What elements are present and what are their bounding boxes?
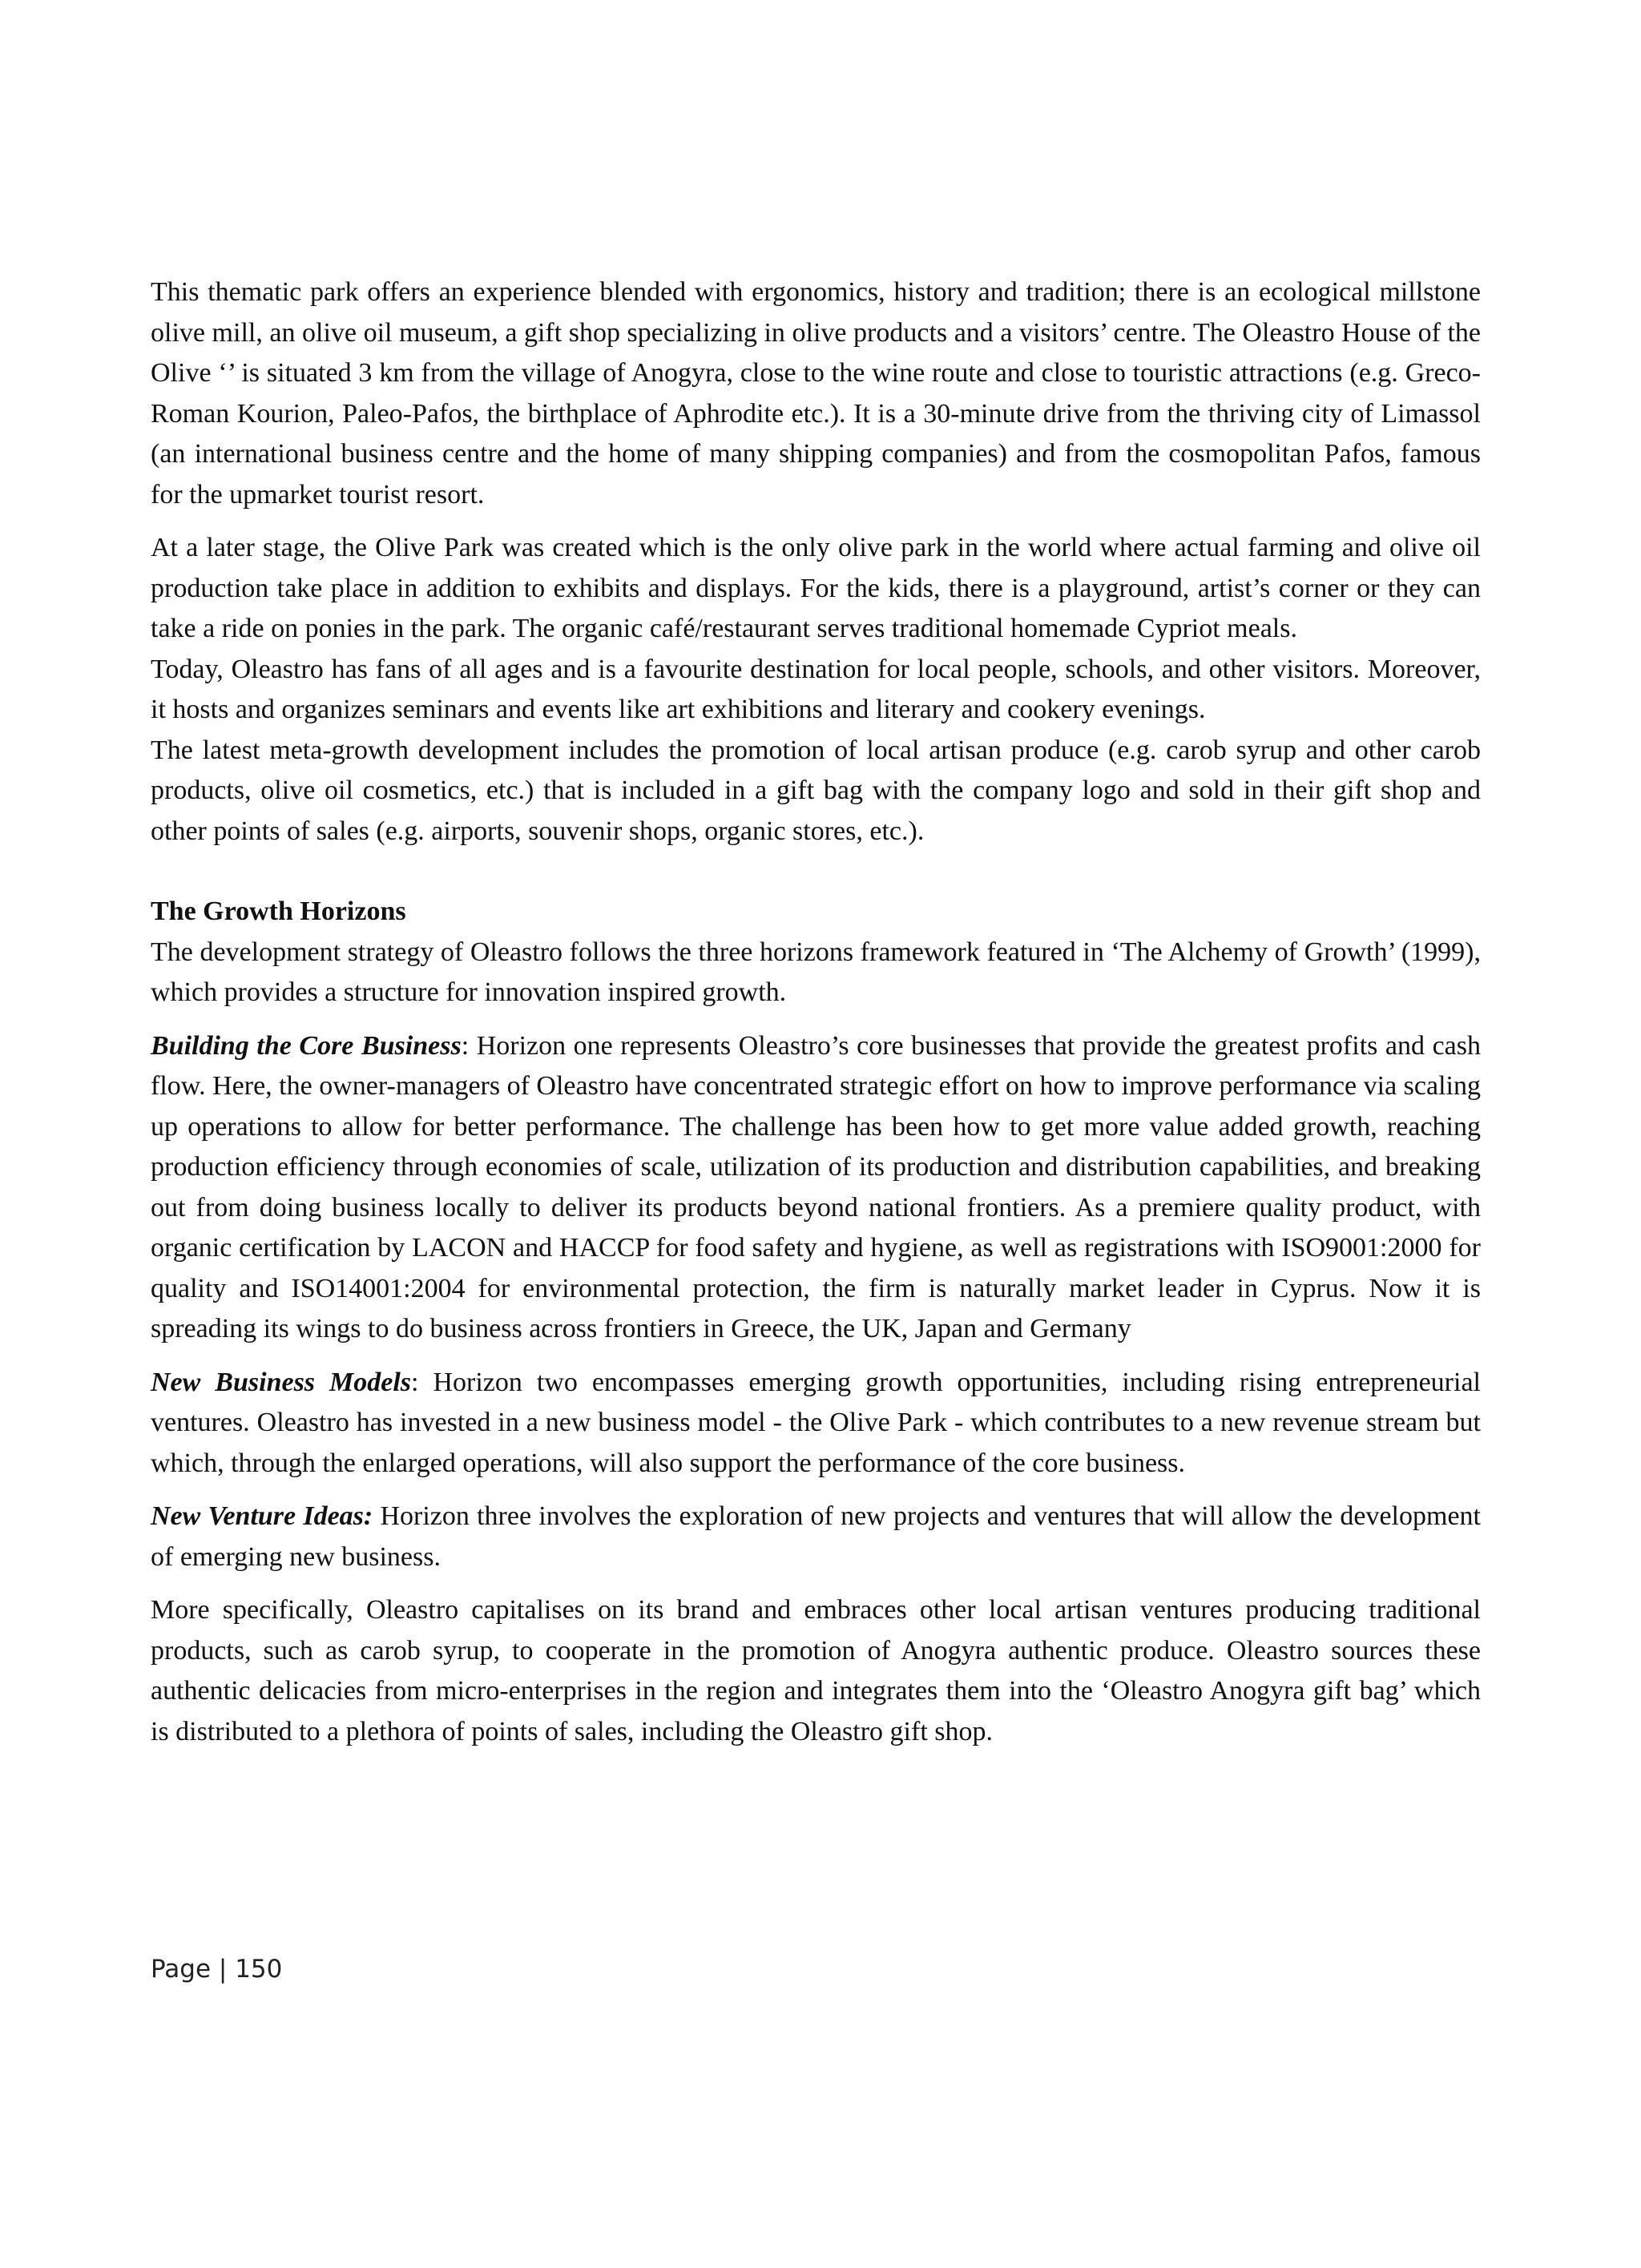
horizon-three-text: Horizon three involves the exploration of new projects and ventures that will allow the development of emerging new business. [151,1501,1481,1572]
horizon-two-lead: New Business Models [151,1367,412,1397]
page-content [151,272,1481,1752]
paragraph-meta-growth: The latest meta-growth development includes the promotion of local artisan produce (e.g. carob syrup and other carob products, olive oil cosmetics, etc.) that is included in a gift bag with the company logo and sold in their gift shop and other points of sales (e.g. airports, souvenir shops, organic stores, etc.). [151,735,1481,846]
page-number: Page | 150 [151,1955,283,1984]
paragraph-olive-park: At a later stage, the Olive Park was created which is the only olive park in the world where actual farming and olive oil production take place in addition to exhibits and displays. For the kids, there is a playground, artist’s corner or they can take a ride on ponies in the park. The organic café/restaurant serves traditional homemade Cypriot meals. [151,533,1481,643]
horizon-one-paragraph [151,1026,1481,1350]
section-heading: The Growth Horizons [151,896,406,926]
horizon-two-text: : Horizon two encompasses emerging growth opportunities, including rising entrepreneurial ventures. Oleastro has invested in a new business model - the Olive Park - which contributes to a new revenue stream but which, through the enlarged operations, will also support the performance of the core business. [151,1367,1481,1478]
paragraph-today: Today, Oleastro has fans of all ages and is a favourite destination for local people, schools, and other visitors. Moreover, it hosts and organizes seminars and events like art exhibitions and literary and cookery evenings. [151,654,1481,724]
closing-paragraph: More specifically, Oleastro capitalises on its brand and embraces other local artisan ventures producing traditional products, such as carob syrup, to cooperate in the promotion of Anogyra authentic produce. Oleastro sources these authentic delicacies from micro-enterprises in the region and integrates them into the ‘Oleastro Anogyra gift bag’ which is distributed to a plethora of points of sales, including the Oleastro gift shop. [151,1595,1481,1746]
horizon-three-lead: New Venture Ideas: [151,1501,373,1531]
horizon-one-lead: Building the Core Business [151,1030,462,1061]
paragraph-thematic-park: This thematic park offers an experience blended with ergonomics, history and tradition; there is an ecological millstone olive mill, an olive oil museum, a gift shop specializing in olive products and a visitors’ centre. The Oleastro House of the Olive ‘’ is situated 3 km from the village of Anogyra, close to the wine route and close to touristic attractions (e.g. Greco-Roman Kourion, Paleo-Pafos, the birthplace of Aphrodite etc.). It is a 30-minute drive from the thriving city of Limassol (an international business centre and the home of many shipping companies) and from the cosmopolitan Pafos, famous for the upmarket tourist resort. [151,277,1481,510]
horizon-two-paragraph [151,1363,1481,1484]
horizon-three-paragraph [151,1497,1481,1577]
horizon-one-text: : Horizon one represents Oleastro’s core businesses that provide the greatest profits and cash flow. Here, the owner-managers of Oleastro have concentrated strategic effort on how to improve performance via scaling up operations to allow for better performance. The challenge has been how to get more value added growth, reaching production efficiency through economies of scale, utilization of its production and distribution capabilities, and breaking out from doing business locally to deliver its products beyond national frontiers. As a premiere quality product, with organic certification by LACON and HACCP for food safety and hygiene, as well as registrations with ISO9001:2000 for quality and ISO14001:2004 for environmental protection, the firm is naturally market leader in Cyprus. Now it is spreading its wings to do business across frontiers in Greece, the UK, Japan and Germany [151,1030,1481,1343]
section-intro: The development strategy of Oleastro follows the three horizons framework featured in ‘The Alchemy of Growth’ (1999), which provides a structure for innovation inspired growth. [151,937,1481,1007]
